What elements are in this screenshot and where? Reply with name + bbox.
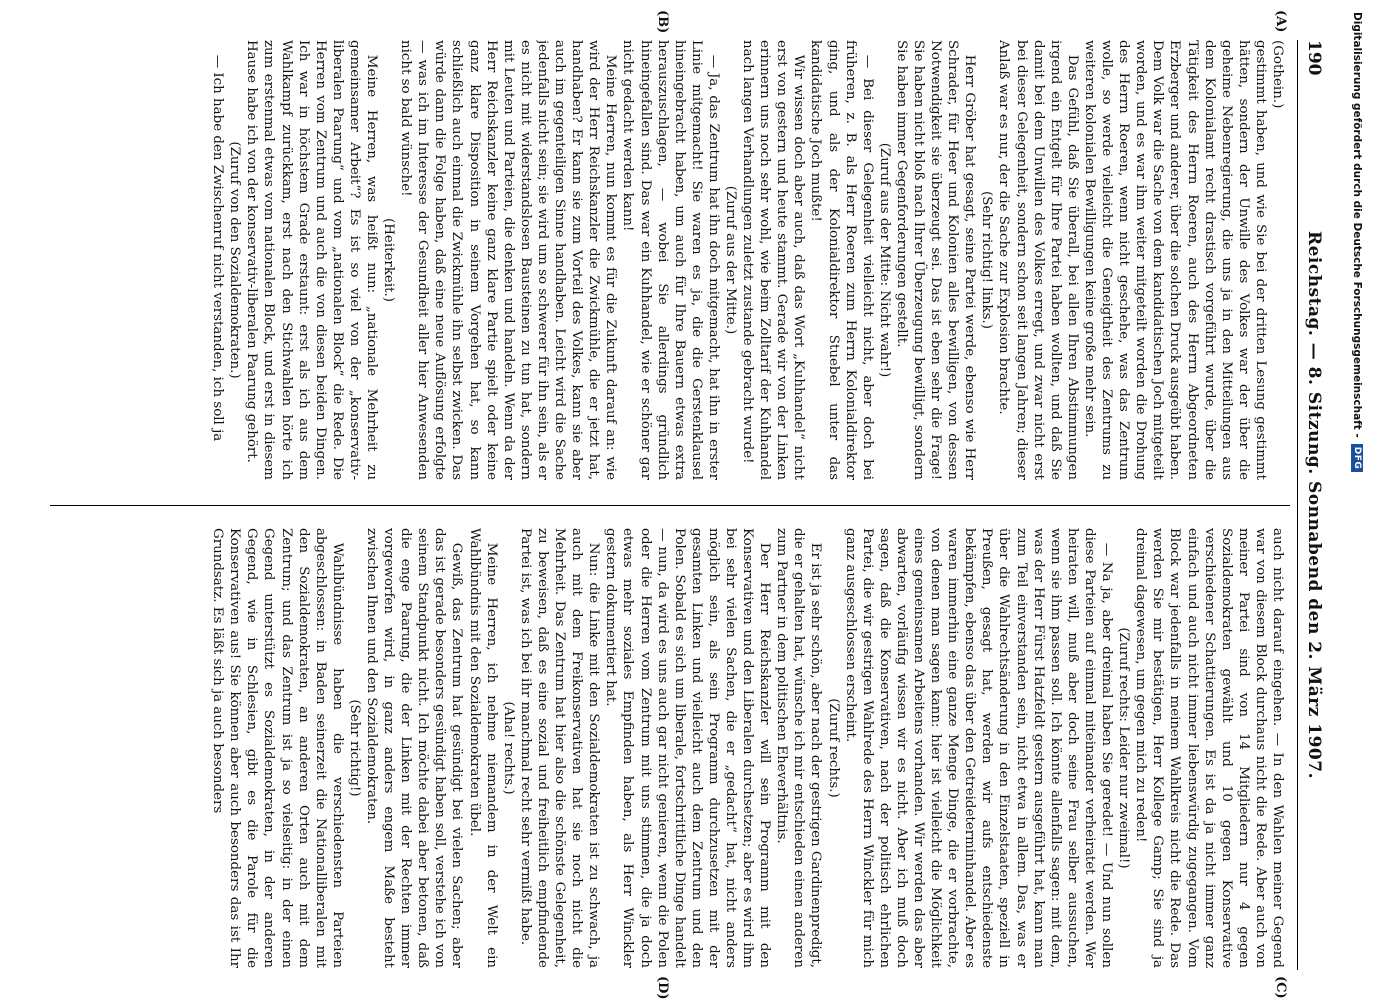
- right-column-paragraph: (Zuruf rechts.): [825, 698, 841, 798]
- digitization-credit: [1351, 12, 1363, 472]
- left-column: [54, 40, 1286, 480]
- dfg-logo: DFG: [1351, 444, 1363, 473]
- column-divider: [50, 505, 1290, 506]
- right-column-paragraph: (Aha! rechts.): [500, 701, 516, 795]
- left-column-paragraph: Das Gefühl, daß Sie überall, bei allen Ihren Abstimmungen irgend ein Entgelt für Ihre Partei haben wollten, und daß Sie damit bei dem Unwillen des Volkes erregt, und zwar nicht erst bei dieser Gelegenheit, sondern schon seit langen Jahren; dieser Anlaß war es nur, der die Sache zur Explosion brachte.: [996, 40, 1080, 480]
- page-number: 190: [1304, 40, 1324, 76]
- right-column-paragraph: Nun: die Linke mit den Sozialdemokraten ist zu schwach, ja auch mit dem Freikonservativen hat sie noch nicht die Mehrheit. Das Zentrum hat hier also die schönste Gelegenheit, zu beweisen, daß es eine sozial und freiheitlich empfindende Partei ist, was ich bei ihr manchmal recht sehr vermißt habe.: [517, 528, 602, 968]
- right-column-paragraph: Er ist ja sehr schön, aber nach der gestrigen Gardinenpredigt, die er gehalten hat, wünsche ich mir entschieden einen anderen zum Partner in dem politischen Eheverhältnis.: [774, 528, 824, 968]
- left-column-paragraph: (Gothein.): [1270, 40, 1285, 109]
- page-header: [1297, 40, 1330, 970]
- left-column-paragraph: (Zuruf von den Sozialdemokraten.): [227, 141, 243, 379]
- left-column-paragraph: (Zuruf aus der Mitte.): [723, 185, 738, 335]
- margin-marker-b: (B): [655, 10, 670, 34]
- left-column-paragraph: — Ich habe den Zwischenruf nicht verstanden, ich soll ja: [210, 54, 226, 442]
- rotated-document-page: [50, 10, 1330, 1000]
- left-column-paragraph: Meine Herren, was heißt nun: „nationale Mehrheit zu gemeinsamer Arbeit“? Es ist so viel von der „konservativ-liberalen Paarung“ und vom „nationalen Block“ die Rede. Die Herren vom Zentrum und auch die von diesen beiden Dingen. Ich war in höchstem Grade erstaunt: erst als ich aus dem Wahlkampf zurückkam, erst nach den Stichwahlen hörte ich zum erstenmal etwas vom nationalen Block, und erst in diesem Hause habe ich von der konservativ-liberalen Paarung gehört.: [244, 40, 380, 480]
- left-column-paragraph: Herr Gröber hat gesagt, seine Partei werde, ebenso wie Herr Schrader, für Heer und Kolonien alles bewilligen, von dessen Notwendigkeit sie überzeugt sei. Das ist eben sehr die Frage! Sie haben nicht bloß nach Ihrer Überzeugung bewilligt, sondern Sie haben immer Gegenforderungen gestellt.: [893, 40, 978, 480]
- right-column: [54, 528, 1286, 968]
- margin-marker-d: (D): [655, 976, 670, 1000]
- credit-text: Digitalisierung gefördert durch die Deutsche Forschungsgemeinschaft -: [1351, 12, 1363, 438]
- right-column-paragraph: Wahlbündnisse haben die verschiedensten Parteien abgeschlossen: in Baden seinerzeit die Nationalliberalen mit den Sozialdemokraten, an anderen Orten auch mit dem Zentrum; und das Zentrum ist ja so vielseitig: in der einen Gegend unterstützt es Sozialdemokraten, in der anderen Gegend, wie in Schlesien, gibt es die Parole für die Konservativen aus! Sie können aber auch besonders das ist Ihr Grundsatz. Es läßt sich ja auch besonders: [210, 528, 345, 968]
- margin-marker-c: (C): [1273, 976, 1288, 999]
- left-column-paragraph: Meine Herren, nun kommt es für die Zukunft darauf an: wie wird der Herr Reichskanzler die Zwickmühle, die er jetzt hat, handhaben? Er kann sie zum Vorteil des Volkes, kann sie aber auch im gegenteiligen Sinne handhaben. Leicht wird die Sache jedenfalls nicht sein; sie wird um so schwerer für ihn sein, als er es nicht mit widerstandslosen Bausteinen zu tun hat, sondern mit Leuten und Parteien, die denken und handeln. Wenn da der Herr Reichskanzler keine ganz klare Partie spielt oder keine ganz klare Disposition in seinem Vorgehen hat, so kann schließlich auch einmal die Zwickmühle ihn selbst zwicken. Das würde dann die Folge haben, daß eine neue Auflösung erfolgte — was ich im Interesse der Gesundheit aller hier Anwesenden nicht so bald wünsche!: [398, 40, 619, 480]
- left-column-paragraph: gestimmt haben, und wie Sie bei der dritten Lesung gestimmt hätten, sondern der Unwille des Volkes war der über die geheime Nebenregierung, die uns ja in den Mitteilungen aus dem Kolonialamt recht drastisch vorgeführt wurde, über die Tätigkeit des Herrn Roeren, auch des Herrn Abgeordneten Erzberger und anderer, über die solchen Druck ausgeübt haben. Dem Volk war die Sache von dem kandidatischen Joch mitgeteilt worden, und es war ihm weiter mitgeteilt worden die Drohung des Herrn Roeren, wenn nicht geschehe, was das Zentrum wolle, so werde vielleicht die Geneigtheit des Zentrums zu weiteren kolonialen Bewilligungen keine große mehr sein.: [1081, 40, 1268, 480]
- left-column-paragraph: (Zuruf aus der Mitte: Nicht wahr!): [876, 142, 892, 378]
- right-column-paragraph: auch nicht darauf eingehen. — In den Wahlen meiner Gegend war von diesem Block durchaus nicht die Rede. Aber auch von meiner Partei sind von 14 Mitgliedern nur 4 gegen Sozialdemokraten gewählt und 10 gegen Konservative verschiedener Schattierungen. Es ist da ja nicht immer ganz einfach und auch nicht immer liebenswürdig zugegangen. Vom Block war jedenfalls in meinem Wahlkreis nicht die Rede. Das werden Sie mir bestätigen, Herr Kollege Gamp; Sie sind ja dreimal dagewesen, um gegen mich zu reden!: [1133, 528, 1285, 968]
- left-column-paragraph: — Ja, das Zentrum hat ihn doch mitgemacht, hat ihn in erster Linie mitgemacht! Sie waren es ja, die die Gerstenklausel hineingebracht haben, um auch für Ihre Bauern etwas extra herauszuschlagen, — wobei Sie allerdings gründlich hineingefallen sind. Das war ein Kuhhandel, wie er schöner gar nicht gedacht werden kann!: [620, 40, 721, 480]
- right-column-paragraph: — Na ja, aber dreimal haben Sie geredet! — Und nun sollen diese Parteien auf einmal miteinander verheiratet werden. Wer heiraten will, muß aber doch seine Frau selber aussuchen, wenn sie ihm passen soll. Ich könnte allenfalls sagen: mit dem, was der Herr Fürst Hatzfeldt gestern ausgeführt hat, kann man zum Teil einverstanden sein, nicht etwa in allem. Das, was er über die Wahlrechtsänderung in den Einzelstaaten, speziell in Preußen, gesagt hat, werden wir aufs entschiedenste bekämpfen, ebenso das über den Getreideterminhandel. Aber es waren immerhin eine ganze Menge Dinge, die er vorbrachte, von denen man sagen kann: hier ist vielleicht die Möglichkeit eines gemeinsamen Arbeitens vorhanden. Wir werden das aber abwarten, vorläufig wissen wir es nicht. Aber ich muß doch sagen, daß die Konservativen, nach der politisch ehrlichen Partei, die wir gestrigen Wahlrede des Herrn Winckler für mich ganz ausgeschlossen erscheint.: [842, 528, 1115, 968]
- right-column-paragraph: (Zuruf rechts: Leider nur zweimal!): [1116, 627, 1132, 869]
- left-column-paragraph: (Heiterkeit.): [381, 218, 397, 302]
- right-column-paragraph: Meine Herren, ich nehme niemandem in der Welt ein Wahlbündnis mit den Sozialdemokraten übel.: [466, 528, 499, 968]
- margin-marker-a: (A): [1273, 10, 1288, 33]
- right-column-paragraph: (Sehr richtig!): [346, 699, 362, 797]
- left-column-paragraph: — Bei dieser Gelegenheit vielleicht nicht, aber doch bei früheren, z. B. als Herr Roeren zum Herrn Kolonialdirektor ging, und als der Kolonialdirektor Stuebel unter das kandidatische Joch mußte!: [808, 40, 875, 480]
- left-column-paragraph: (Sehr richtig! links.): [979, 191, 995, 329]
- running-title: Reichstag. — 8. Sitzung. Sonnabend den 2. März 1907.: [1304, 230, 1324, 779]
- right-column-paragraph: Der Herr Reichskanzler will sein Programm mit den Konservativen und den Liberalen durchsetzen; aber es wird ihm bei sehr vielen Sachen, die er „gedacht“ hat, nicht anders möglich sein, als sein Programm durchzusetzen mit der gesamten Linken und vielleicht auch dem Zentrum und den Polen. Sobald es sich um liberale, fortschrittliche Dinge handelt — nun, da wird es uns auch gar nicht genieren, wenn die Polen oder die Herren vom Zentrum mit uns stimmen, die ja doch etwas mehr soziales Empfinden haben, als Herr Winckler gestern dokumentiert hat.: [603, 528, 773, 968]
- left-column-paragraph: Wir wissen doch aber auch, daß das Wort „Kuhhandel“ nicht erst von gestern und heute stammt. Gerade wir von der Linken erinnern uns noch sehr wohl, wie beim Zolltarif der Kuhhandel nach langen Verhandlungen zuletzt zustande gebracht wurde!: [740, 40, 807, 480]
- right-column-paragraph: Gewiß, das Zentrum hat gesündigt bei vielen Sachen; aber das ist gerade besonders gesündigt haben soll, verstehe ich von seinem Standpunkt nicht. Ich möchte dabei aber betonen, daß die enge Paarung, die der Linken mit der Rechten immer vorgeworfen wird, in ganz anders engem Maße besteht zwischen Ihnen und den Sozialdemokraten.: [364, 528, 465, 968]
